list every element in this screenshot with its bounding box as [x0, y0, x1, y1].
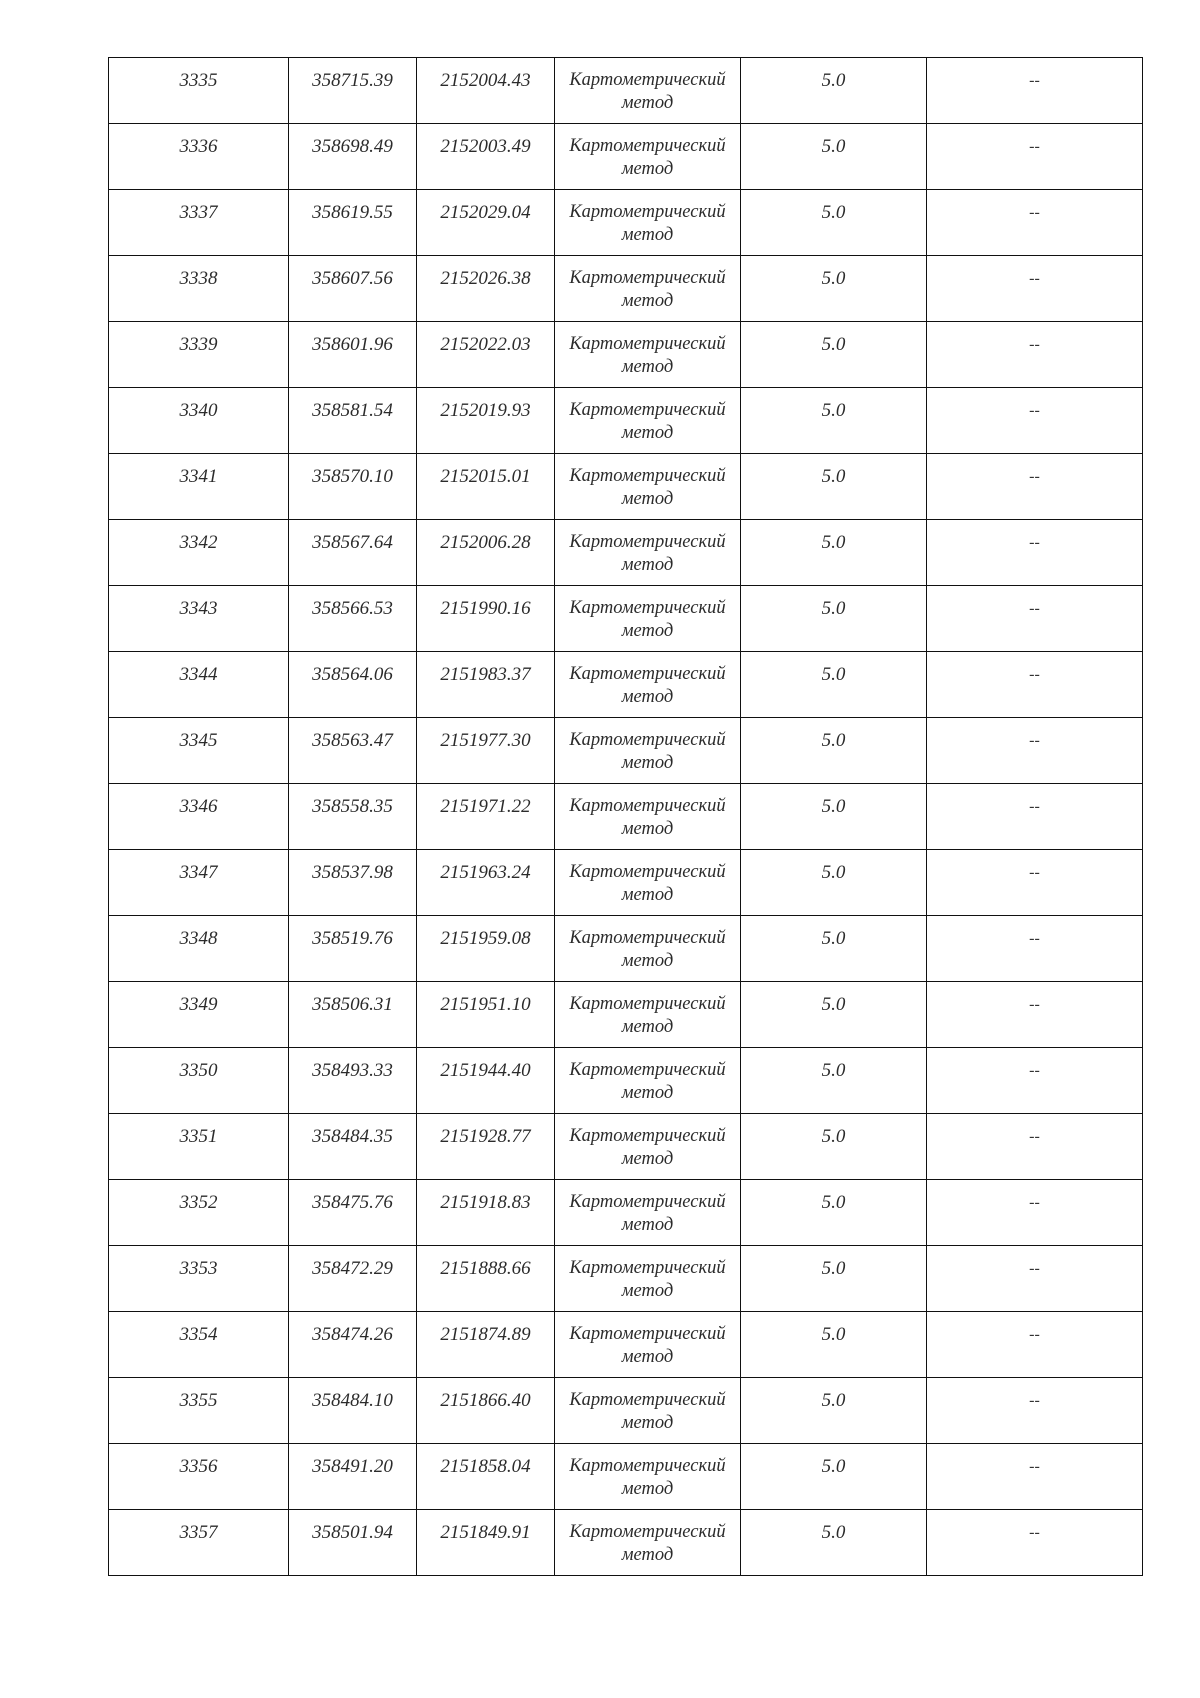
x-coordinate-cell: 358472.29: [289, 1246, 417, 1312]
method-cell: Картометрический метод: [555, 322, 741, 388]
accuracy-cell: 5.0: [741, 1246, 927, 1312]
table-row: [109, 1378, 1143, 1444]
accuracy-cell: 5.0: [741, 58, 927, 124]
note-cell: --: [927, 982, 1143, 1048]
note-cell: --: [927, 1246, 1143, 1312]
point-number-cell: 3352: [109, 1180, 289, 1246]
method-cell: Картометрический метод: [555, 1180, 741, 1246]
table-row: [109, 1180, 1143, 1246]
accuracy-cell: 5.0: [741, 388, 927, 454]
table-row: [109, 388, 1143, 454]
note-cell: --: [927, 58, 1143, 124]
point-number-cell: 3347: [109, 850, 289, 916]
note-cell: --: [927, 1510, 1143, 1576]
y-coordinate-cell: 2151866.40: [417, 1378, 555, 1444]
y-coordinate-cell: 2152029.04: [417, 190, 555, 256]
x-coordinate-cell: 358537.98: [289, 850, 417, 916]
x-coordinate-cell: 358474.26: [289, 1312, 417, 1378]
note-cell: --: [927, 1444, 1143, 1510]
y-coordinate-cell: 2151944.40: [417, 1048, 555, 1114]
point-number-cell: 3338: [109, 256, 289, 322]
point-number-cell: 3354: [109, 1312, 289, 1378]
y-coordinate-cell: 2152006.28: [417, 520, 555, 586]
accuracy-cell: 5.0: [741, 718, 927, 784]
y-coordinate-cell: 2152019.93: [417, 388, 555, 454]
x-coordinate-cell: 358570.10: [289, 454, 417, 520]
y-coordinate-cell: 2151849.91: [417, 1510, 555, 1576]
method-cell: Картометрический метод: [555, 520, 741, 586]
x-coordinate-cell: 358601.96: [289, 322, 417, 388]
note-cell: --: [927, 784, 1143, 850]
method-cell: Картометрический метод: [555, 916, 741, 982]
point-number-cell: 3349: [109, 982, 289, 1048]
note-cell: --: [927, 718, 1143, 784]
method-cell: Картометрический метод: [555, 124, 741, 190]
note-cell: --: [927, 916, 1143, 982]
y-coordinate-cell: 2151971.22: [417, 784, 555, 850]
method-cell: Картометрический метод: [555, 256, 741, 322]
x-coordinate-cell: 358493.33: [289, 1048, 417, 1114]
method-cell: Картометрический метод: [555, 1378, 741, 1444]
table-row: [109, 256, 1143, 322]
accuracy-cell: 5.0: [741, 190, 927, 256]
y-coordinate-cell: 2152004.43: [417, 58, 555, 124]
y-coordinate-cell: 2152003.49: [417, 124, 555, 190]
method-cell: Картометрический метод: [555, 190, 741, 256]
table-row: [109, 652, 1143, 718]
note-cell: --: [927, 1180, 1143, 1246]
accuracy-cell: 5.0: [741, 256, 927, 322]
point-number-cell: 3346: [109, 784, 289, 850]
note-cell: --: [927, 1312, 1143, 1378]
y-coordinate-cell: 2151888.66: [417, 1246, 555, 1312]
x-coordinate-cell: 358558.35: [289, 784, 417, 850]
table-row: [109, 982, 1143, 1048]
point-number-cell: 3337: [109, 190, 289, 256]
y-coordinate-cell: 2151983.37: [417, 652, 555, 718]
note-cell: --: [927, 586, 1143, 652]
accuracy-cell: 5.0: [741, 124, 927, 190]
y-coordinate-cell: 2151874.89: [417, 1312, 555, 1378]
method-cell: Картометрический метод: [555, 982, 741, 1048]
y-coordinate-cell: 2151963.24: [417, 850, 555, 916]
x-coordinate-cell: 358484.35: [289, 1114, 417, 1180]
accuracy-cell: 5.0: [741, 454, 927, 520]
note-cell: --: [927, 190, 1143, 256]
x-coordinate-cell: 358566.53: [289, 586, 417, 652]
point-number-cell: 3340: [109, 388, 289, 454]
y-coordinate-cell: 2151977.30: [417, 718, 555, 784]
accuracy-cell: 5.0: [741, 850, 927, 916]
x-coordinate-cell: 358567.64: [289, 520, 417, 586]
x-coordinate-cell: 358563.47: [289, 718, 417, 784]
point-number-cell: 3348: [109, 916, 289, 982]
note-cell: --: [927, 520, 1143, 586]
method-cell: Картометрический метод: [555, 1246, 741, 1312]
method-cell: Картометрический метод: [555, 718, 741, 784]
table-row: [109, 454, 1143, 520]
accuracy-cell: 5.0: [741, 1378, 927, 1444]
note-cell: --: [927, 388, 1143, 454]
y-coordinate-cell: 2152026.38: [417, 256, 555, 322]
method-cell: Картометрический метод: [555, 784, 741, 850]
accuracy-cell: 5.0: [741, 520, 927, 586]
point-number-cell: 3344: [109, 652, 289, 718]
accuracy-cell: 5.0: [741, 652, 927, 718]
table-row: [109, 1312, 1143, 1378]
point-number-cell: 3350: [109, 1048, 289, 1114]
y-coordinate-cell: 2151928.77: [417, 1114, 555, 1180]
accuracy-cell: 5.0: [741, 916, 927, 982]
x-coordinate-cell: 358607.56: [289, 256, 417, 322]
point-number-cell: 3335: [109, 58, 289, 124]
table-row: [109, 784, 1143, 850]
y-coordinate-cell: 2151858.04: [417, 1444, 555, 1510]
x-coordinate-cell: 358581.54: [289, 388, 417, 454]
accuracy-cell: 5.0: [741, 1180, 927, 1246]
point-number-cell: 3355: [109, 1378, 289, 1444]
table-row: [109, 1114, 1143, 1180]
table-row: [109, 124, 1143, 190]
table-row: [109, 1510, 1143, 1576]
method-cell: Картометрический метод: [555, 1114, 741, 1180]
method-cell: Картометрический метод: [555, 58, 741, 124]
table-row: [109, 850, 1143, 916]
table-row: [109, 1048, 1143, 1114]
accuracy-cell: 5.0: [741, 784, 927, 850]
point-number-cell: 3341: [109, 454, 289, 520]
note-cell: --: [927, 322, 1143, 388]
x-coordinate-cell: 358501.94: [289, 1510, 417, 1576]
table-row: [109, 58, 1143, 124]
method-cell: Картометрический метод: [555, 586, 741, 652]
accuracy-cell: 5.0: [741, 982, 927, 1048]
note-cell: --: [927, 1114, 1143, 1180]
point-number-cell: 3336: [109, 124, 289, 190]
point-number-cell: 3357: [109, 1510, 289, 1576]
table-row: [109, 322, 1143, 388]
point-number-cell: 3342: [109, 520, 289, 586]
x-coordinate-cell: 358698.49: [289, 124, 417, 190]
table-row: [109, 1444, 1143, 1510]
accuracy-cell: 5.0: [741, 586, 927, 652]
note-cell: --: [927, 256, 1143, 322]
method-cell: Картометрический метод: [555, 1444, 741, 1510]
x-coordinate-cell: 358519.76: [289, 916, 417, 982]
y-coordinate-cell: 2151918.83: [417, 1180, 555, 1246]
note-cell: --: [927, 124, 1143, 190]
accuracy-cell: 5.0: [741, 1312, 927, 1378]
method-cell: Картометрический метод: [555, 1312, 741, 1378]
x-coordinate-cell: 358715.39: [289, 58, 417, 124]
y-coordinate-cell: 2152015.01: [417, 454, 555, 520]
note-cell: --: [927, 850, 1143, 916]
table-row: [109, 1246, 1143, 1312]
y-coordinate-cell: 2152022.03: [417, 322, 555, 388]
x-coordinate-cell: 358475.76: [289, 1180, 417, 1246]
point-number-cell: 3343: [109, 586, 289, 652]
table-row: [109, 520, 1143, 586]
method-cell: Картометрический метод: [555, 652, 741, 718]
accuracy-cell: 5.0: [741, 1114, 927, 1180]
point-number-cell: 3356: [109, 1444, 289, 1510]
x-coordinate-cell: 358491.20: [289, 1444, 417, 1510]
point-number-cell: 3345: [109, 718, 289, 784]
table-row: [109, 190, 1143, 256]
point-number-cell: 3351: [109, 1114, 289, 1180]
y-coordinate-cell: 2151990.16: [417, 586, 555, 652]
x-coordinate-cell: 358506.31: [289, 982, 417, 1048]
accuracy-cell: 5.0: [741, 1510, 927, 1576]
method-cell: Картометрический метод: [555, 388, 741, 454]
accuracy-cell: 5.0: [741, 1048, 927, 1114]
table-row: [109, 718, 1143, 784]
x-coordinate-cell: 358564.06: [289, 652, 417, 718]
y-coordinate-cell: 2151959.08: [417, 916, 555, 982]
note-cell: --: [927, 454, 1143, 520]
method-cell: Картометрический метод: [555, 1048, 741, 1114]
table-row: [109, 916, 1143, 982]
coordinates-table-body: [109, 58, 1143, 1576]
method-cell: Картометрический метод: [555, 850, 741, 916]
method-cell: Картометрический метод: [555, 454, 741, 520]
point-number-cell: 3353: [109, 1246, 289, 1312]
coordinates-table: [108, 57, 1143, 1576]
x-coordinate-cell: 358484.10: [289, 1378, 417, 1444]
note-cell: --: [927, 652, 1143, 718]
method-cell: Картометрический метод: [555, 1510, 741, 1576]
note-cell: --: [927, 1048, 1143, 1114]
y-coordinate-cell: 2151951.10: [417, 982, 555, 1048]
accuracy-cell: 5.0: [741, 1444, 927, 1510]
x-coordinate-cell: 358619.55: [289, 190, 417, 256]
accuracy-cell: 5.0: [741, 322, 927, 388]
point-number-cell: 3339: [109, 322, 289, 388]
note-cell: --: [927, 1378, 1143, 1444]
table-row: [109, 586, 1143, 652]
